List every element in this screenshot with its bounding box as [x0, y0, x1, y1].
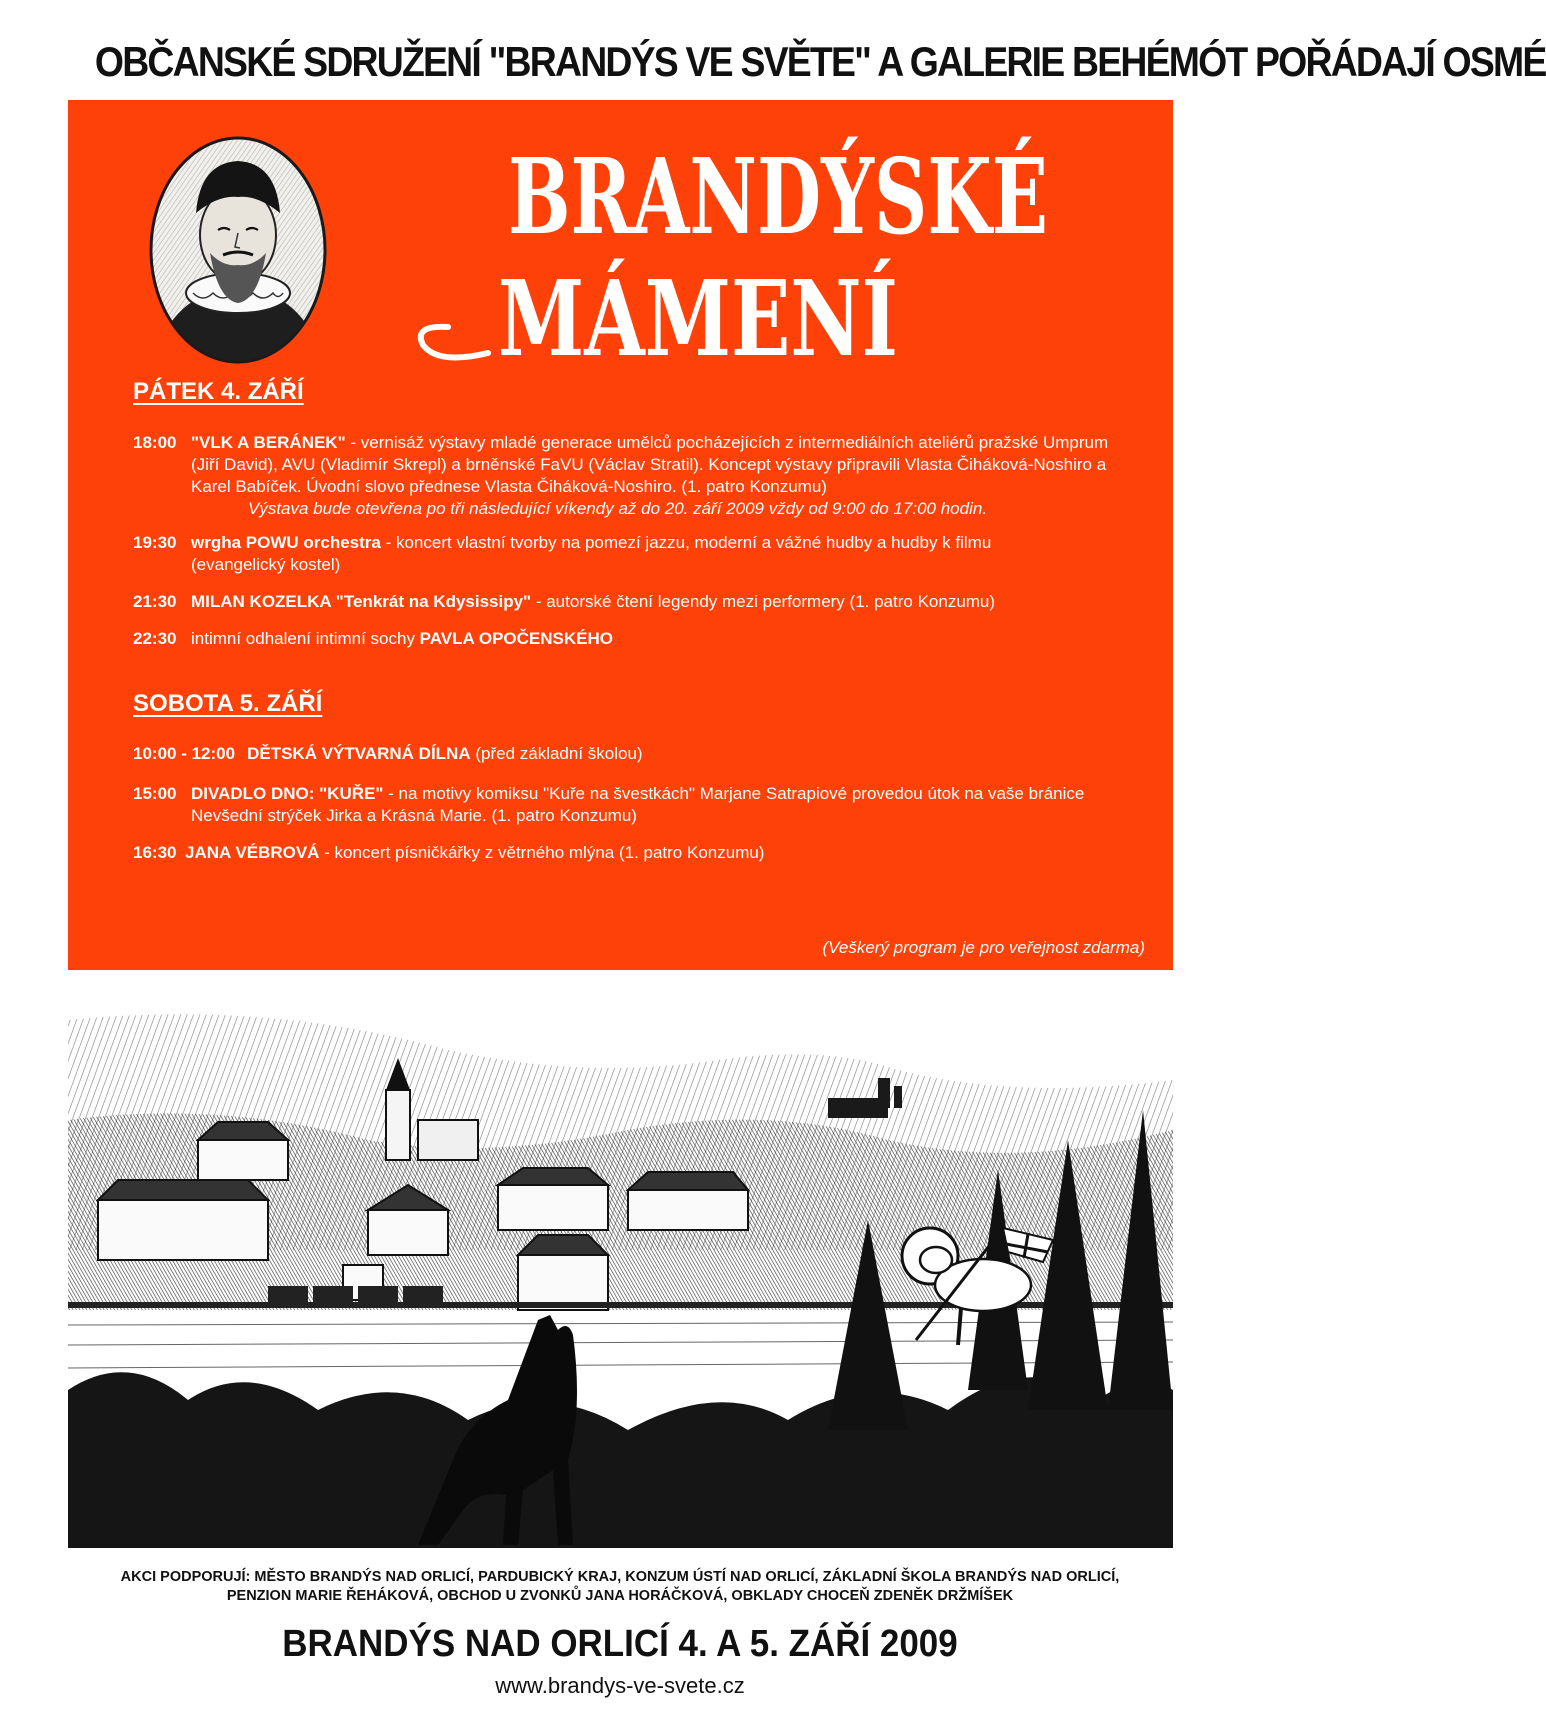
event-name: wrgha POWU orchestra	[191, 533, 381, 552]
event-name: JANA VÉBROVÁ	[185, 843, 320, 862]
event-pavel-opocensky	[133, 628, 1143, 650]
event-divadlo-dno	[133, 783, 1143, 827]
event-description-line: Karel Babíček. Úvodní slovo přednese Vlasta Čiháková-Noshiro. (1. patro Konzumu)	[191, 477, 827, 496]
website-link[interactable]: www.brandys-ve-svete.cz	[495, 1673, 745, 1698]
portrait-illustration	[148, 135, 328, 365]
event-name: MILAN KOZELKA "Tenkrát na Kdysissipy"	[191, 592, 532, 611]
title-line-2: MÁMENÍ	[498, 257, 898, 380]
event-description-line: (evangelický kostel)	[191, 555, 341, 574]
event-milan-kozelka	[133, 591, 1143, 613]
sponsors-line: AKCI PODPORUJÍ: MĚSTO BRANDÝS NAD ORLICÍ, PARDUBICKÝ KRAJ, KONZUM ÚSTÍ NAD ORLICÍ, ZÁKLADNÍ ŠKOLA BRANDÝS NAD ORLICÍ,	[120, 1569, 1120, 1585]
event-time: 21:30	[133, 592, 177, 611]
event-description: (před základní školou)	[470, 744, 643, 763]
event-name: DĚTSKÁ VÝTVARNÁ DÍLNA	[247, 744, 471, 763]
event-description: - koncert vlastní tvorby na pomezí jazzu, moderní a vážné hudby a hudby k filmu	[380, 533, 992, 552]
event-jana-vebrova	[133, 842, 1143, 864]
organizers-heading: OBČANSKÉ SDRUŽENÍ "BRANDÝS VE SVĚTE" A GALERIE BEHÉMÓT POŘÁDAJÍ OSMÉ	[94, 38, 1546, 85]
event-description-line: (Jiří David), AVU (Vladimír Skrepl) a brněnské FaVU (Václav Stratil). Koncept výstavy připravili Vlasta Čiháková-Noshiro a	[191, 455, 1107, 474]
programme-panel	[68, 100, 1173, 970]
event-description-line: Nevšední strýček Jirka a Krásná Marie. (1. patro Konzumu)	[191, 806, 637, 825]
event-description: intimní odhalení intimní sochy	[191, 629, 420, 648]
event-title	[368, 115, 1128, 380]
saturday-heading: SOBOTA 5. ZÁŘÍ	[133, 690, 323, 717]
exhibition-note: Výstava bude otevřena po tři následující víkendy až do 20. září 2009 vždy od 9:00 do 17:00 hodin.	[248, 499, 988, 518]
sponsors	[40, 1568, 1200, 1606]
title-flourish	[421, 327, 488, 358]
friday-heading: PÁTEK 4. ZÁŘÍ	[133, 378, 304, 405]
event-wrgha-powu	[133, 532, 1143, 576]
event-name: PAVLA OPOČENSKÉHO	[419, 629, 613, 648]
event-time: 15:00	[133, 784, 177, 803]
event-name: DIVADLO DNO: "KUŘE"	[191, 784, 384, 803]
event-name: "VLK A BERÁNEK"	[191, 433, 346, 452]
event-description: - na motivy komiksu "Kuře na švestkách" Marjane Satrapiové provedou útok na vaše bránice	[383, 784, 1085, 803]
landscape-illustration	[68, 990, 1173, 1548]
sponsors-line: PENZION MARIE ŘEHÁKOVÁ, OBCHOD U ZVONKŮ JANA HORÁČKOVÁ, OBKLADY CHOCEŇ ZDENĚK DRŽMÍŠEK	[226, 1588, 1014, 1604]
event-description: - koncert písničkářky z větrného mlýna (1. patro Konzumu)	[319, 843, 765, 862]
event-detska-dilna	[133, 743, 1143, 765]
free-admission-note: (Veškerý program je pro veřejnost zdarma)	[822, 938, 1145, 957]
event-vlk-a-beranek	[133, 432, 1143, 520]
event-time: 18:00	[133, 433, 177, 452]
event-description: - vernisáž výstavy mladé generace umělců pocházejících z intermediálních ateliérů pražské Umprum	[345, 433, 1109, 452]
event-time: 16:30	[133, 843, 177, 862]
event-description: - autorské čtení legendy mezi performery (1. patro Konzumu)	[531, 592, 996, 611]
event-time: 10:00 - 12:00	[133, 744, 236, 763]
place-and-date: BRANDÝS NAD ORLICÍ 4. A 5. ZÁŘÍ 2009	[282, 1623, 958, 1665]
event-time: 22:30	[133, 629, 177, 648]
title-line-1: BRANDÝSKÉ	[508, 135, 1048, 258]
event-time: 19:30	[133, 533, 177, 552]
